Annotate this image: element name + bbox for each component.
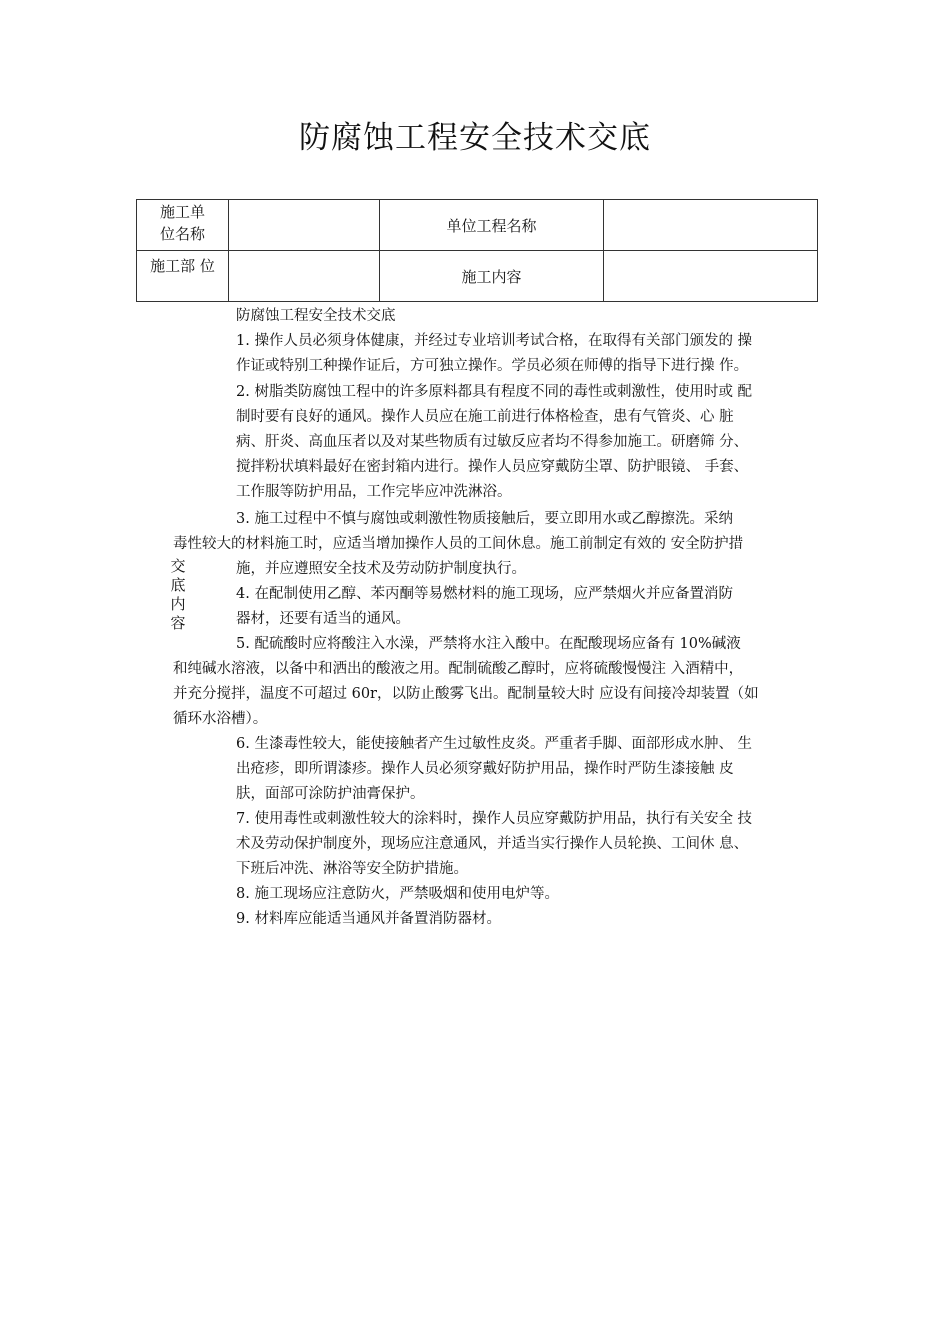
project-name-label: 单位工程名称 [380,200,604,251]
part-label: 施工部 位 [137,251,229,302]
unit-label-line1: 施工单 [159,203,205,221]
content-value-cell[interactable] [604,251,818,302]
body-line: 6. 生漆毒性较大，能使接触者产生过敏性皮炎。严重者手脚、面部形成水肿、 生 [236,736,753,752]
body-line: 3. 施工过程中不慎与腐蚀或刺激性物质接触后，要立即用水或乙醇擦洗。采纳 [236,511,733,527]
body-line: 肤，面部可涂防护油膏保护。 [236,786,425,802]
disclosure-side-label [166,557,190,633]
part-value-cell[interactable] [229,251,380,302]
document-title: 防腐蚀工程安全技术交底 [299,120,651,156]
body-line: 9. 材料库应能适当通风并备置消防器材。 [236,911,501,927]
unit-value-cell[interactable] [229,200,380,251]
body-line: 8. 施工现场应注意防火，严禁吸烟和使用电炉等。 [236,886,559,902]
body-line: 下班后冲洗、淋浴等安全防护措施。 [236,861,468,877]
body-line: 病、肝炎、高血压者以及对某些物质有过敏反应者均不得参加施工。研磨筛 分、 [236,434,749,450]
body-line: 并充分搅拌，温度不可超过 60r，以防止酸雾飞出。配制量较大时 应设有间接冷却装置（如 [173,686,759,702]
side-label-char: 容 [170,614,186,632]
project-name-value-cell[interactable] [604,200,818,251]
body-line: 和纯碱水溶液，以备中和洒出的酸液之用。配制硫酸乙醇时，应将硫酸慢慢注 入酒精中， [173,661,744,677]
body-line: 搅拌粉状填料最好在密封箱内进行。操作人员应穿戴防尘罩、防护眼镜、 手套、 [236,459,749,475]
body-line: 作证或特别工种操作证后，方可独立操作。学员必须在师傅的指导下进行操 作。 [236,358,749,374]
body-line: 1. 操作人员必须身体健康，并经过专业培训考试合格，在取得有关部门颁发的 操 [236,333,753,349]
body-line: 2. 树脂类防腐蚀工程中的许多原料都具有程度不同的毒性或刺激性，使用时或 配 [236,384,753,400]
side-label-char: 底 [170,576,186,594]
info-table [136,199,818,302]
body-line: 7. 使用毒性或刺激性较大的涂料时，操作人员应穿戴防护用品，执行有关安全 技 [236,811,753,827]
body-line: 出疮疹，即所谓漆疹。操作人员必须穿戴好防护用品，操作时严防生漆接触 皮 [236,761,734,777]
info-row-part [137,251,818,302]
body-line: 毒性较大的材料施工时，应适当增加操作人员的工间休息。施工前制定有效的 安全防护措 [173,536,744,552]
body-line: 器材，还要有适当的通风。 [236,611,410,627]
body-line: 施，并应遵照安全技术及劳动防护制度执行。 [236,561,526,577]
body-line: 工作服等防护用品，工作完毕应冲洗淋浴。 [236,484,512,500]
unit-label [137,200,229,251]
content-label: 施工内容 [380,251,604,302]
disclosure-heading: 防腐蚀工程安全技术交底 [236,308,396,324]
body-line: 5. 配硫酸时应将酸注入水澡，严禁将水注入酸中。在配酸现场应备有 10%碱液 [236,636,741,652]
info-row-unit [137,200,818,251]
body-line: 制时要有良好的通风。操作人员应在施工前进行体格检查，患有气管炎、心 脏 [236,409,734,425]
body-line: 术及劳动保护制度外，现场应注意通风，并适当实行操作人员轮换、工间休 息、 [236,836,749,852]
side-label-char: 交 [170,557,186,575]
body-line: 循环水浴槽）。 [173,711,268,727]
unit-label-line2: 位名称 [159,225,205,243]
body-line: 4. 在配制使用乙醇、苯丙酮等易燃材料的施工现场，应严禁烟火并应备置消防 [236,586,733,602]
side-label-char: 内 [170,595,186,613]
